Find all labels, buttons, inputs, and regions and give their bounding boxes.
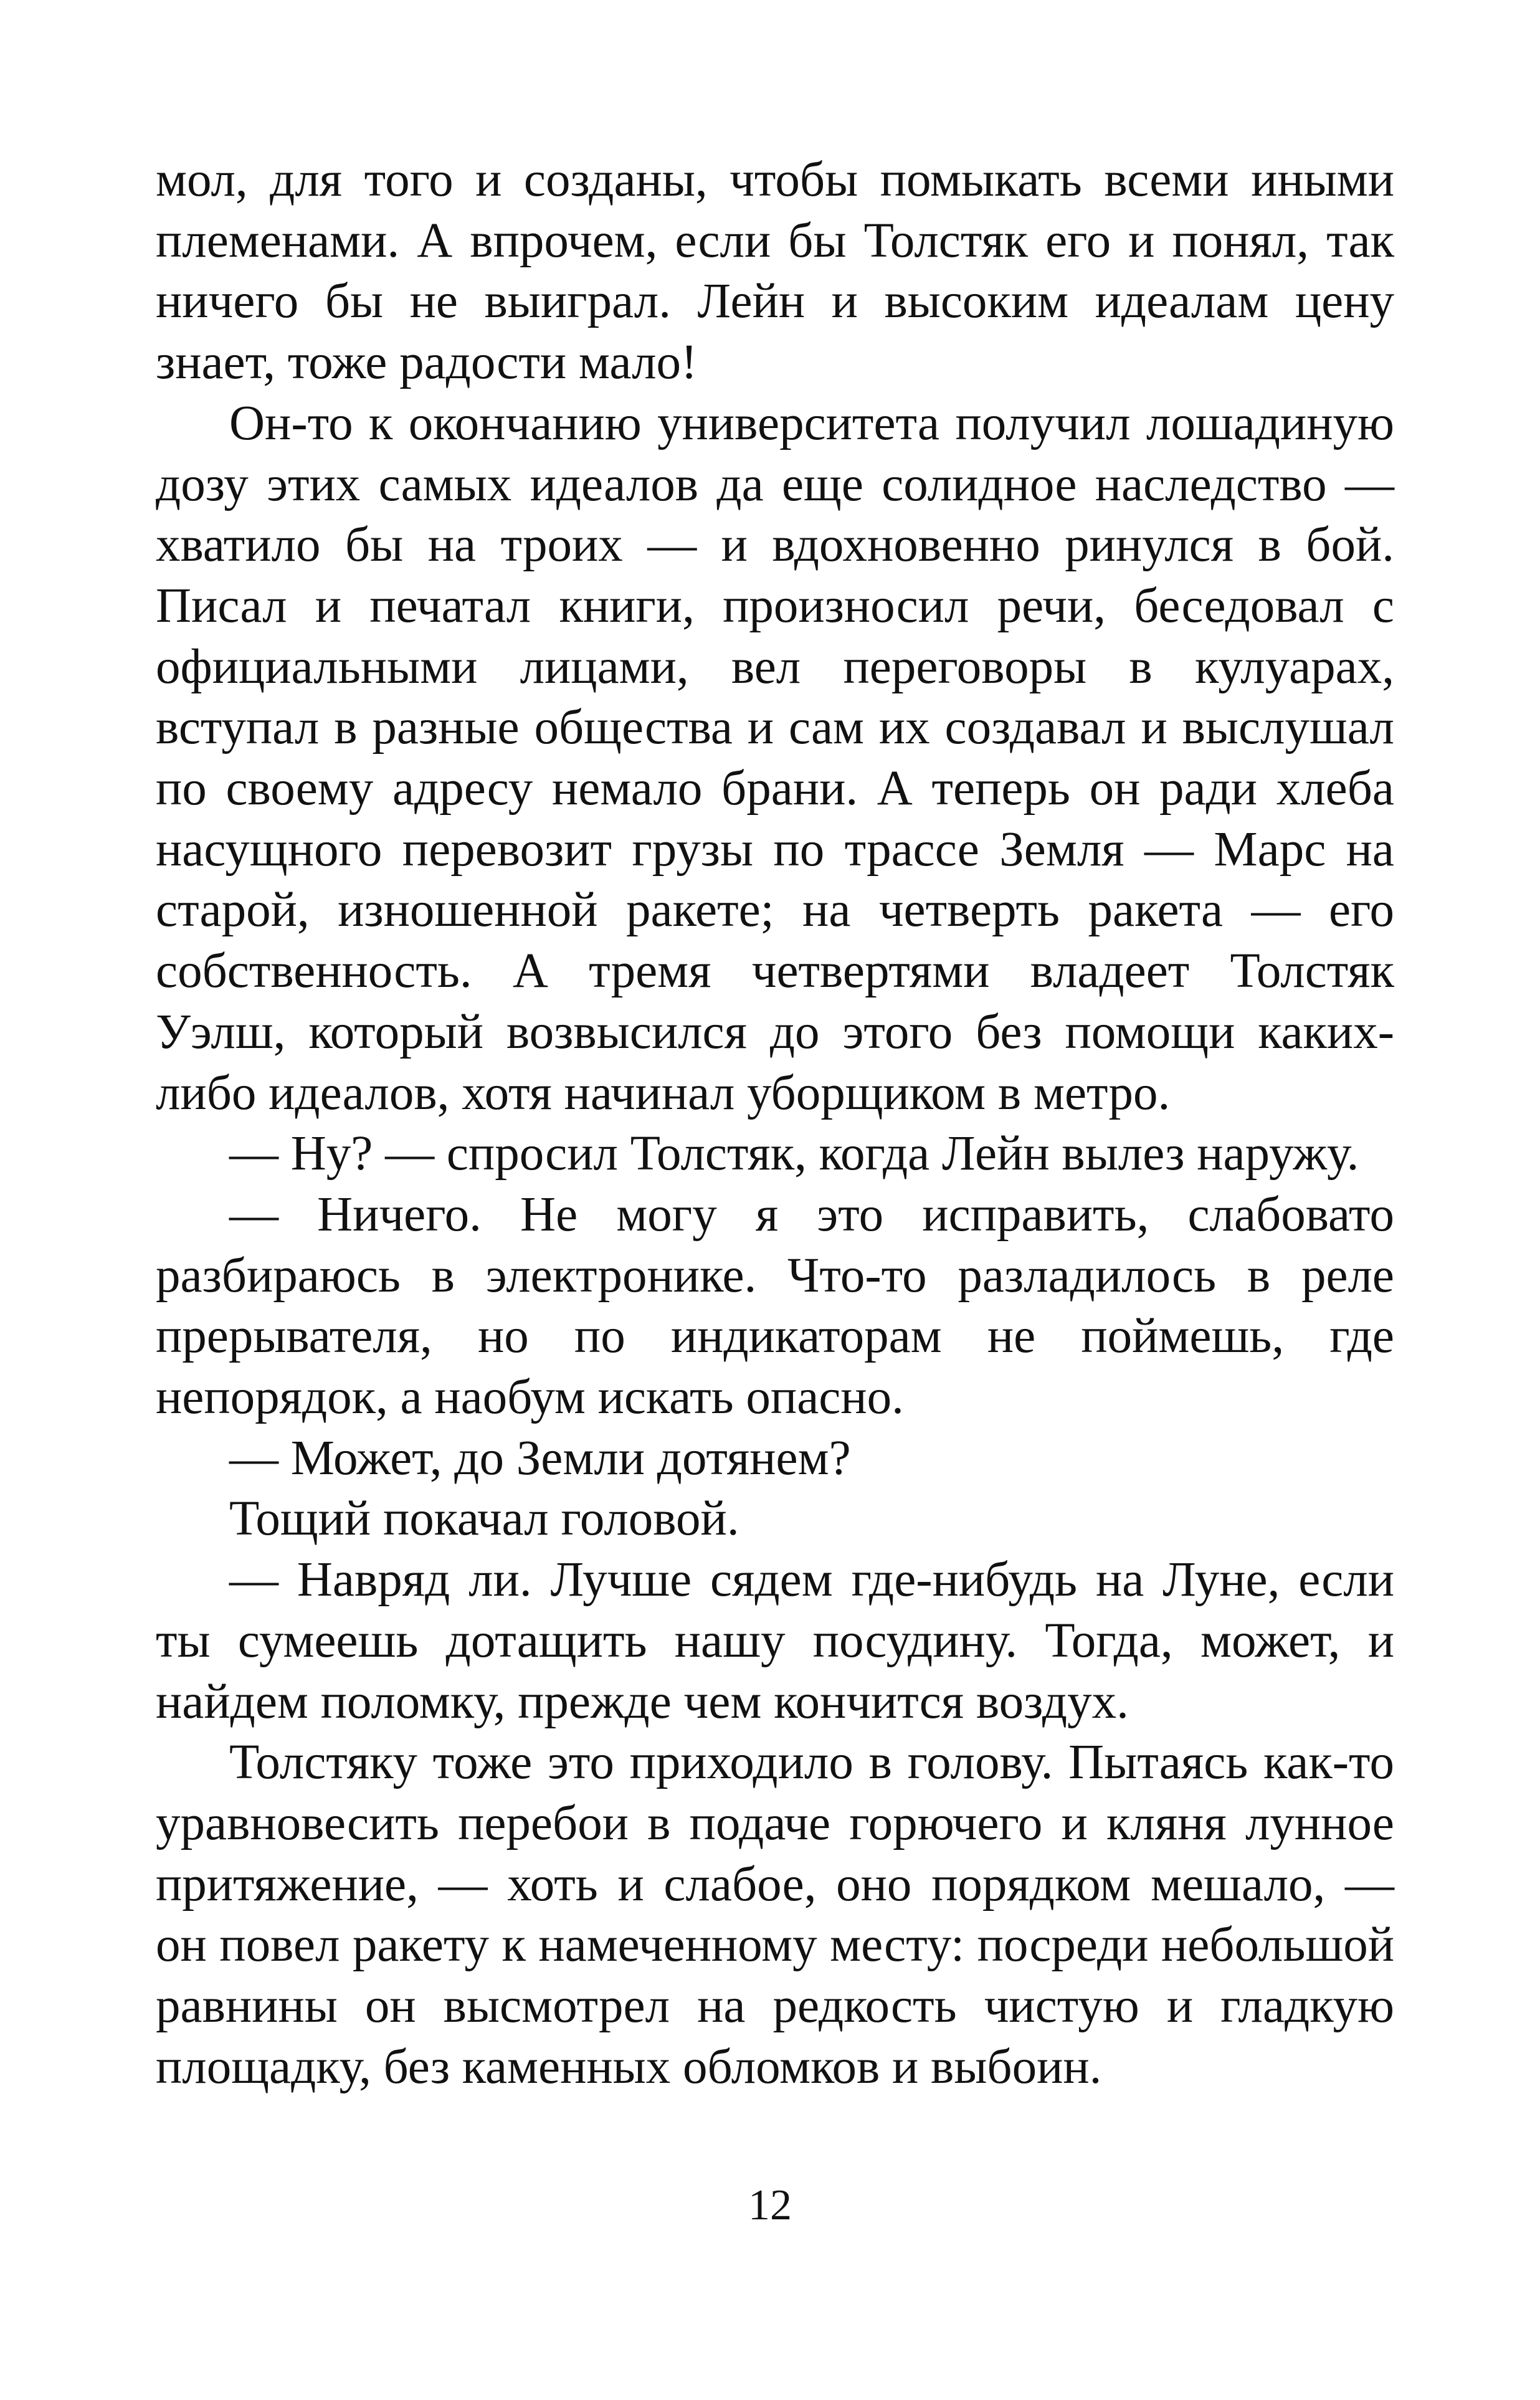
paragraph-7: — Навряд ли. Лучше сядем где-нибудь на Луне, если ты сумеешь дотащить нашу посудину. Тогда, может, и найдем поломку, прежде чем кончится воздух. — [156, 1553, 1394, 1729]
paragraph-1: мол, для того и созданы, чтобы помыкать всеми иными племенами. А впрочем, если бы Толстяк его и понял, так ничего бы не выиграл. Лейн и высоким идеалам цену знает, тоже радости мало! — [156, 153, 1394, 390]
paragraph-4: — Ничего. Не могу я это исправить, слабовато разбираюсь в электронике. Что-то разладилось в реле прерывателя, но по индикаторам не поймешь, где непорядок, а наобум искать опасно. — [156, 1187, 1394, 1425]
paragraph-2: Он-то к окончанию университета получил лошадиную дозу этих самых идеалов да еще солидное наследство — хватило бы на троих — и вдохновенно ринулся в бой. Писал и печатал книги, произносил речи, беседовал с официальными лицами, вел переговоры в кулуарах, вступал в разные общества и сам их создавал и выслушал по своему адресу немало брани. А теперь он ради хлеба насущного перевозит грузы по трассе Земля — Марс на старой, изношенной ракете; на четверть ракета — его собственность. А тремя четвертями владеет Толстяк Уэлш, который возвысился до этого без помощи каких-либо идеалов, хотя начинал уборщиком в метро. — [156, 396, 1394, 1120]
paragraph-3: — Ну? — спросил Толстяк, когда Лейн вылез наружу. — [229, 1126, 1359, 1181]
page-text — [156, 150, 1394, 2098]
paragraph-8: Толстяку тоже это приходило в голову. Пытаясь как-то уравновесить перебои в подаче горючего и кляня лунное притяжение, — хоть и слабое, оно порядком мешало, — он повел ракету к намеченному месту: посреди небольшой равнины он высмотрел на редкость чистую и гладкую площадку, без каменных обломков и выбоин. — [156, 1735, 1394, 2094]
page-number: 12 — [748, 2181, 792, 2229]
paragraph-6: Тощий покачал головой. — [229, 1492, 739, 1546]
paragraph-5: — Может, до Земли дотянем? — [229, 1431, 851, 1485]
